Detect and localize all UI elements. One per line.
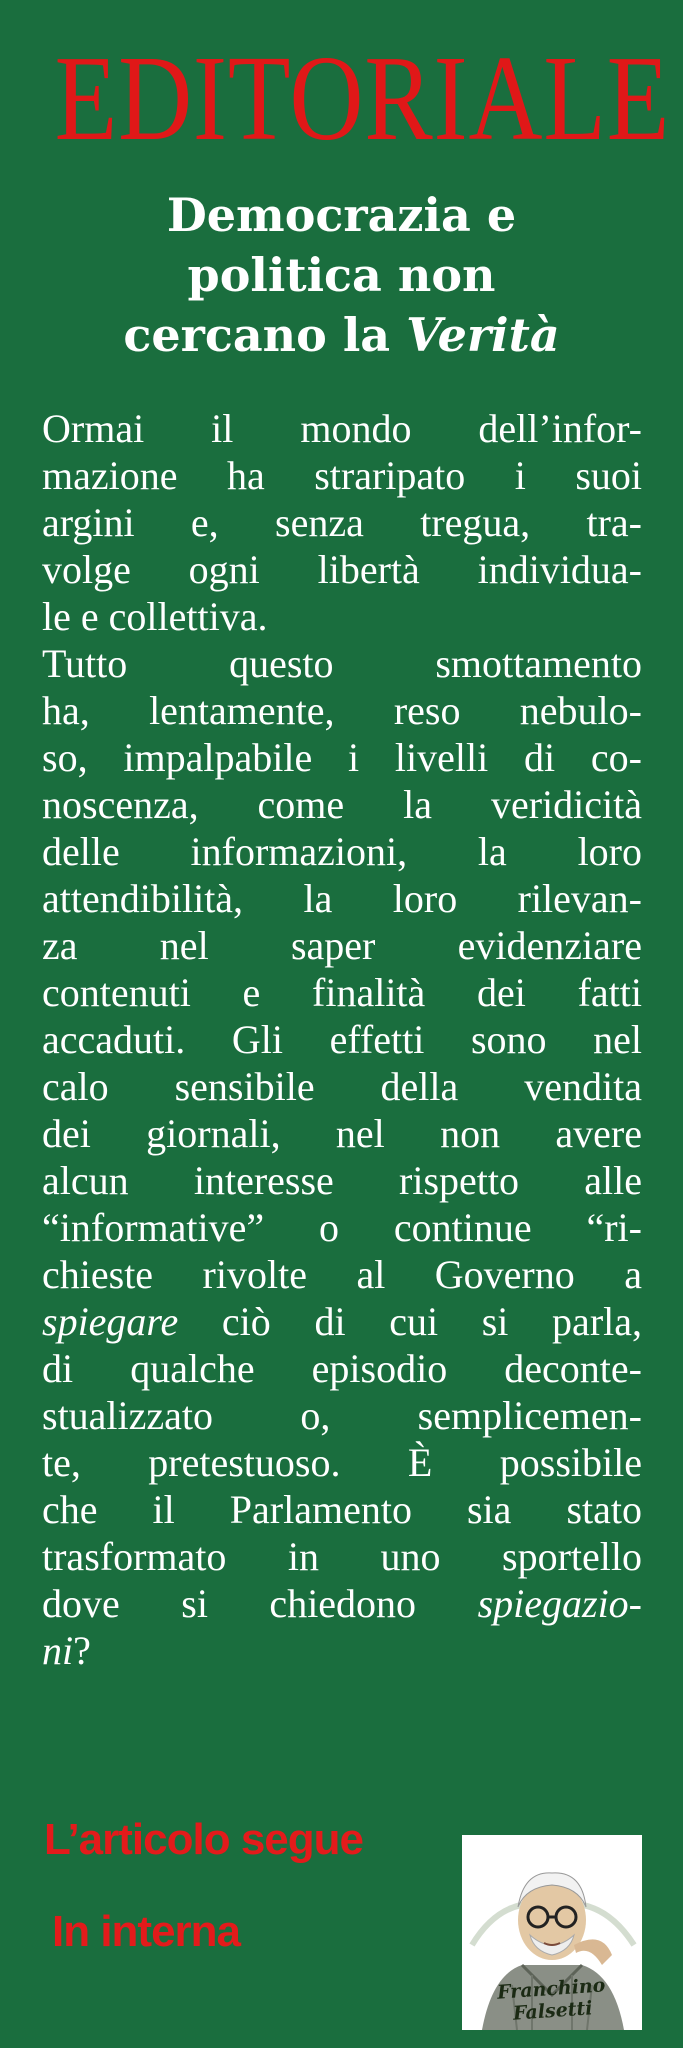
article-text: mazione ha straripato i suoi: [42, 453, 642, 498]
article-italic-text: ni: [42, 1628, 74, 1673]
author-portrait: [462, 1835, 642, 2030]
article-text: ciò di cui si parla,: [178, 1299, 642, 1344]
article-line: [42, 1345, 642, 1392]
continue-notice-line-2: In interna: [52, 1907, 241, 1956]
continue-notice-line-1: L’articolo segue: [44, 1815, 363, 1864]
article-line: [42, 1533, 642, 1580]
article-line: [42, 546, 642, 593]
article-line: [42, 1580, 642, 1627]
article-line: [42, 969, 642, 1016]
article-text: attendibilità, la loro rilevan-: [42, 876, 642, 921]
article-text: trasformato in uno sportello: [42, 1534, 642, 1579]
article-line: [42, 828, 642, 875]
article-line: [42, 1204, 642, 1251]
article-line: [42, 922, 642, 969]
article-text: ha, lentamente, reso nebulo-: [42, 688, 642, 733]
article-line: [42, 734, 642, 781]
masthead-title: EDITORIALE: [54, 31, 671, 166]
article-line: [42, 1063, 642, 1110]
article-text: so, impalpabile i livelli di co-: [42, 735, 642, 780]
article-text: chieste rivolte al Governo a: [42, 1252, 642, 1297]
author-signature: Franchino Falsetti: [496, 1974, 607, 2025]
headline-line-2: politica non: [187, 248, 496, 302]
article-line: [42, 1016, 642, 1063]
headline-italic-word: Verità: [406, 308, 560, 362]
article-line: [42, 1298, 642, 1345]
article-line: [42, 1157, 642, 1204]
article-line: [42, 405, 642, 452]
headline-line-3: [20, 305, 663, 365]
article-line: [42, 1439, 642, 1486]
article-text: za nel saper evidenziare: [42, 923, 642, 968]
article-text: dei giornali, nel non avere: [42, 1111, 642, 1156]
article-text: accaduti. Gli effetti sono nel: [42, 1017, 642, 1062]
article-text: calo sensibile della vendita: [42, 1064, 642, 1109]
article-line: [42, 593, 642, 640]
headline-line-1: Democrazia e: [166, 188, 517, 242]
headline-line-3-plain: cercano la: [123, 308, 407, 362]
article-text: ?: [73, 1628, 91, 1673]
article-line: [42, 1251, 642, 1298]
article-line: [42, 875, 642, 922]
article-text: volge ogni libertà individua-: [42, 547, 642, 592]
article-line: [42, 1392, 642, 1439]
article-text: Tutto questo smottamento: [42, 641, 642, 686]
article-text: contenuti e finalità dei fatti: [42, 970, 642, 1015]
article-text: alcun interesse rispetto alle: [42, 1158, 642, 1203]
article-line: [42, 1486, 642, 1533]
article-line: [42, 499, 642, 546]
article-text: le e collettiva.: [42, 594, 268, 639]
article-line: [42, 452, 642, 499]
article-line: [42, 781, 642, 828]
article-line: [42, 1110, 642, 1157]
article-text: di qualche episodio deconte-: [42, 1346, 642, 1391]
article-text: stualizzato o, semplicemen-: [42, 1393, 642, 1438]
article-text: che il Parlamento sia stato: [42, 1487, 642, 1532]
article-line: [42, 687, 642, 734]
article-body: [42, 405, 642, 1674]
article-text: argini e, senza tregua, tra-: [42, 500, 642, 545]
article-text: noscenza, come la veridicità: [42, 782, 642, 827]
article-text: delle informazioni, la loro: [42, 829, 642, 874]
article-italic-text: spiegazio-: [477, 1581, 642, 1626]
article-line: [42, 1627, 642, 1674]
article-italic-text: spiegare: [42, 1299, 179, 1344]
headline: [20, 185, 663, 365]
article-text: “informative” o continue “ri-: [42, 1205, 642, 1250]
article-line: [42, 640, 642, 687]
article-text: Ormai il mondo dell’infor-: [42, 406, 642, 451]
article-text: te, pretestuoso. È possibile: [42, 1440, 642, 1485]
article-text: dove si chiedono: [42, 1581, 478, 1626]
